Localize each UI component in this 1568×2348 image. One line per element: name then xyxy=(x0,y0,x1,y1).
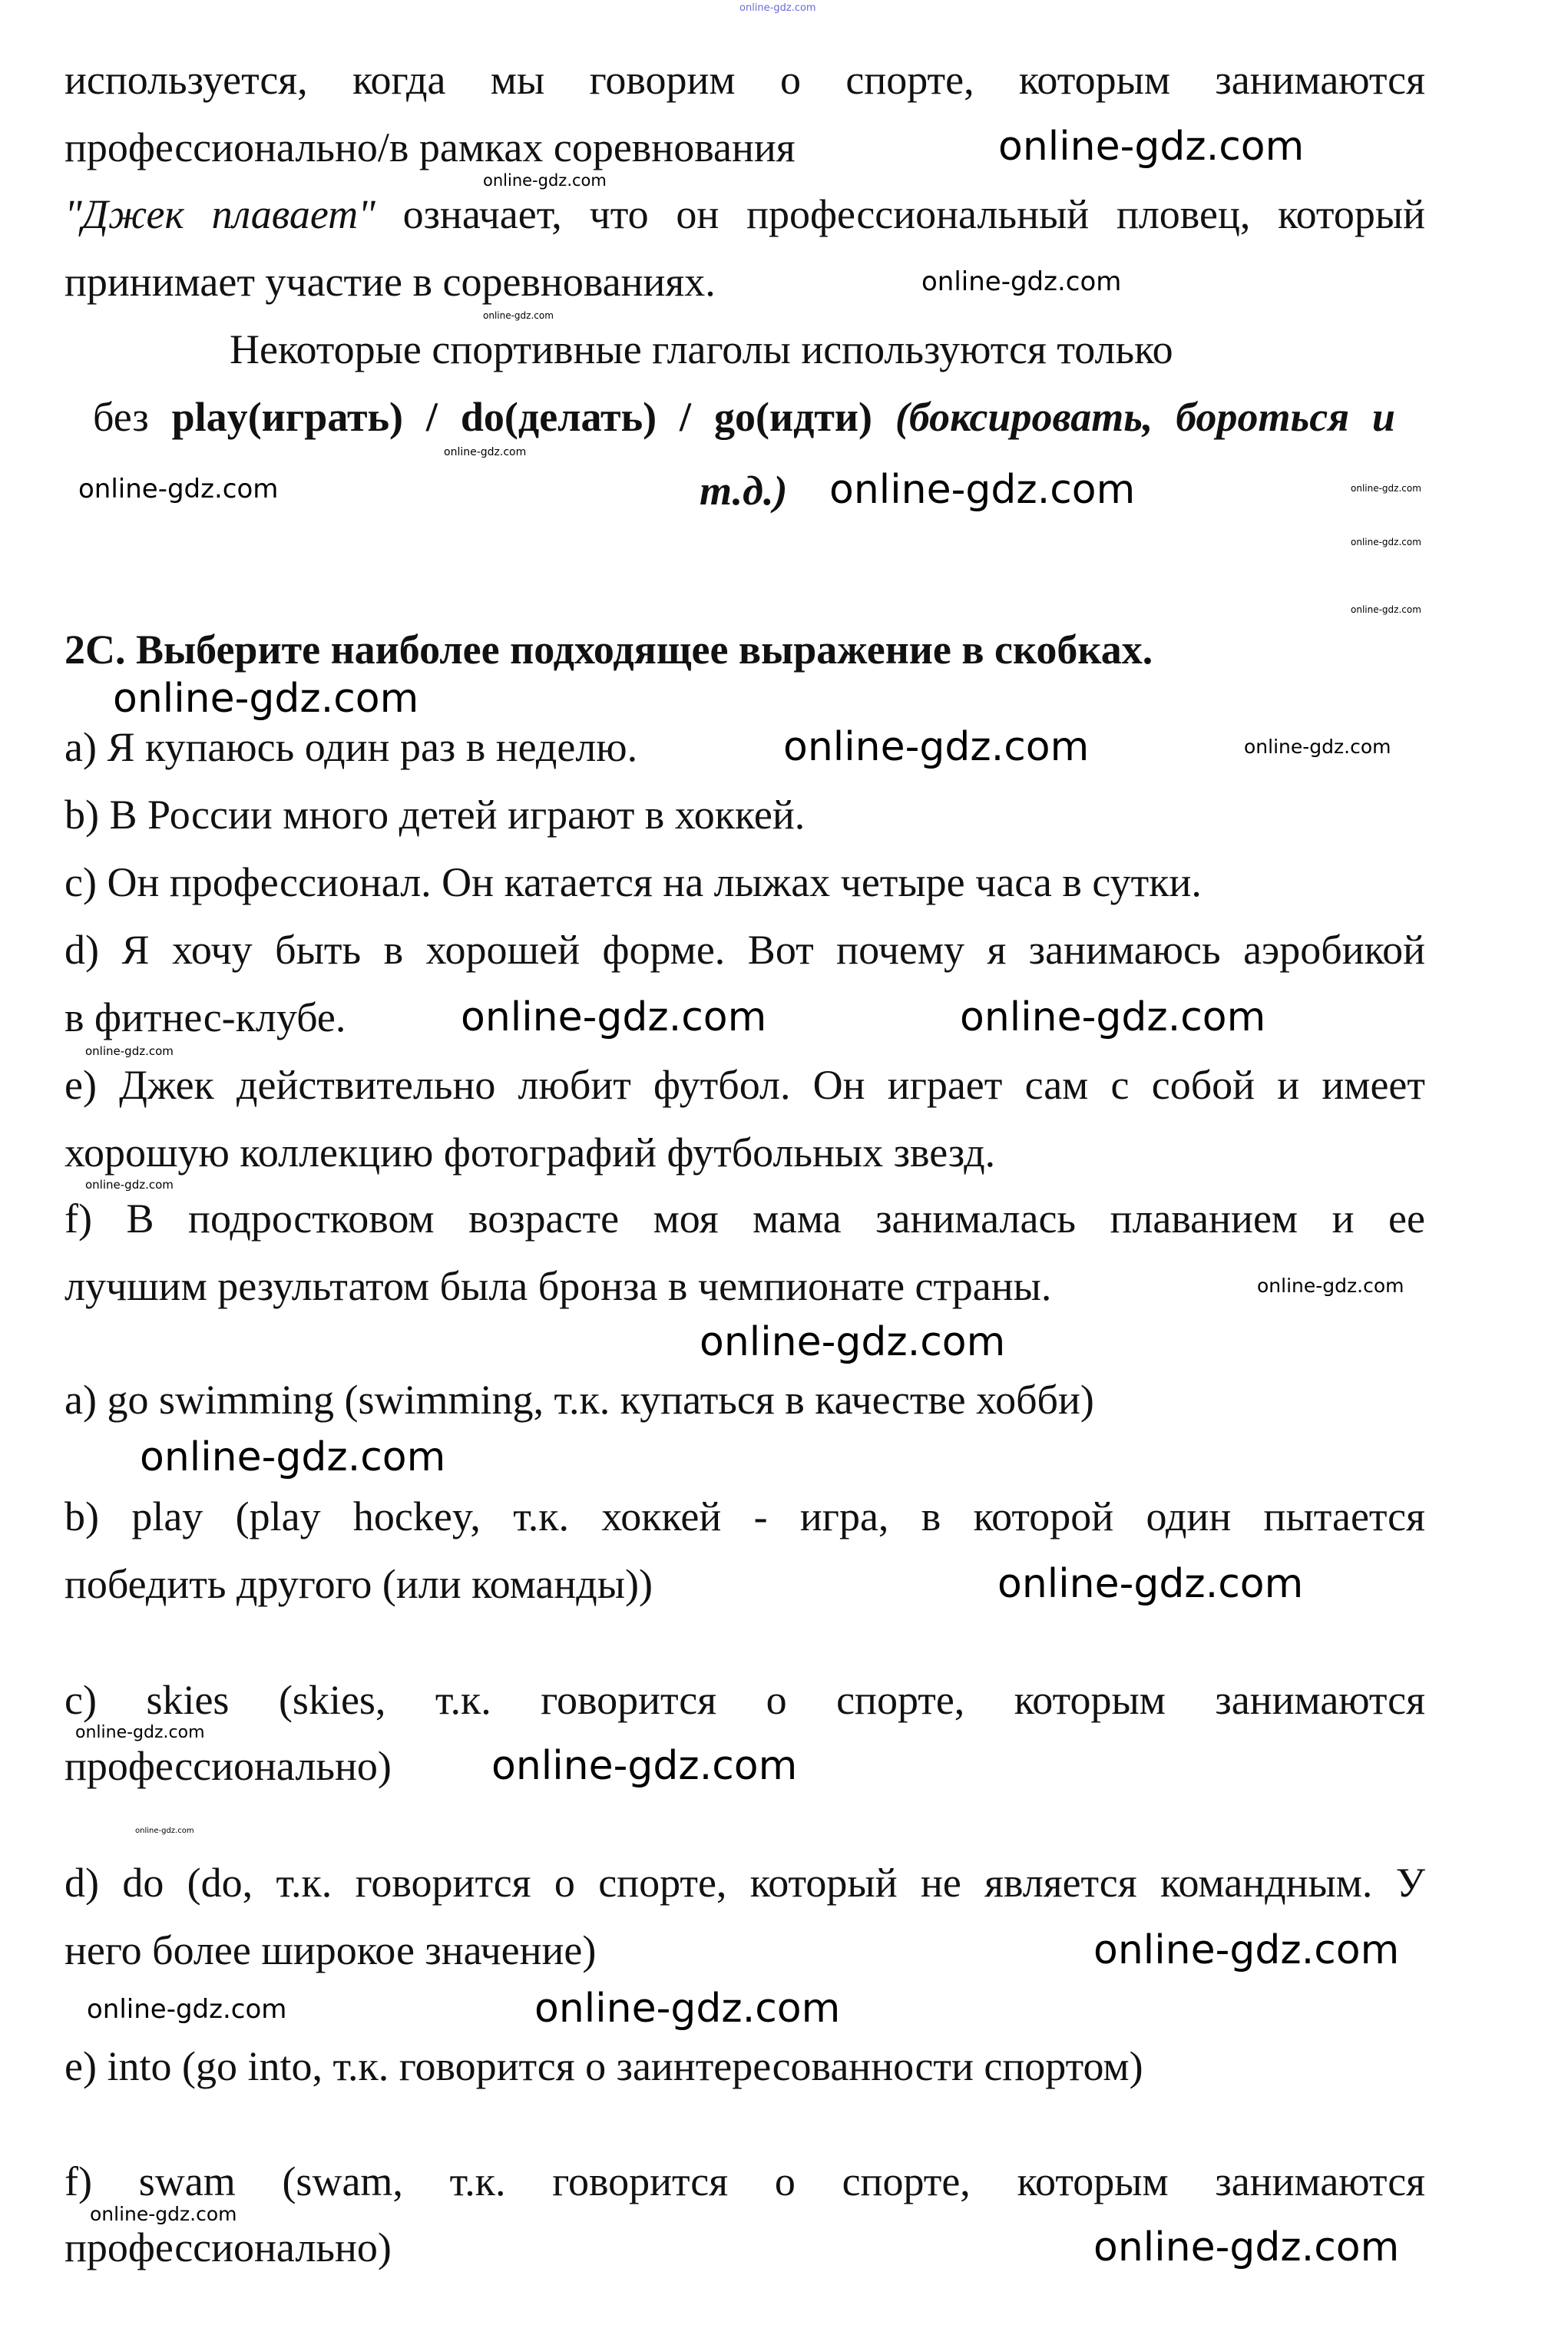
intro-line-1: используется, когда мы говорим о спорте, которым занимаются xyxy=(65,57,1425,103)
watermark: online-gdz.com xyxy=(829,467,1136,513)
sentence-d: d) Я хочу быть в хорошей форме. Вот почему я занимаюсь аэробикой xyxy=(65,927,1425,973)
watermark: online-gdz.com xyxy=(90,2203,237,2225)
text: (играть) / xyxy=(247,394,461,440)
watermark: online-gdz.com xyxy=(140,1434,446,1480)
answer-e: e) into (go into, т.к. говорится о заинтересованности спортом) xyxy=(65,2043,1143,2089)
watermark: online-gdz.com xyxy=(1244,736,1391,758)
watermark: online-gdz.com xyxy=(1093,1927,1400,1973)
answer-a: a) go swimming (swimming, т.к. купаться в качестве хобби) xyxy=(65,1377,1094,1423)
sentence-b: b) В России много детей играют в хоккей. xyxy=(65,792,806,838)
sentence-a: a) Я купаюсь один раз в неделю. xyxy=(65,724,638,770)
intro-line-6 xyxy=(93,394,1395,440)
verb-go: go xyxy=(713,394,756,440)
intro-line-2: профессионально/в рамках соревнования xyxy=(65,124,796,170)
sentence-f-cont: лучшим результатом была бронза в чемпионате страны. xyxy=(65,1263,1052,1309)
intro-line-5: Некоторые спортивные глаголы используются только xyxy=(230,326,1173,372)
watermark: online-gdz.com xyxy=(461,994,767,1040)
sentence-f: f) В подростковом возрасте моя мама занималась плаванием и ее xyxy=(65,1195,1425,1242)
answer-d: d) do (do, т.к. говорится о спорте, который не является командным. У xyxy=(65,1860,1425,1906)
answer-f-cont: профессионально) xyxy=(65,2224,392,2270)
watermark: online-gdz.com xyxy=(113,676,419,722)
answer-d-cont: него более широкое значение) xyxy=(65,1927,597,1973)
watermark: online-gdz.com xyxy=(998,124,1305,170)
watermark: online-gdz.com xyxy=(1351,537,1421,547)
watermark: online-gdz.com xyxy=(960,994,1266,1040)
verb-do: do xyxy=(460,394,504,440)
sentence-e-cont: хорошую коллекцию фотографий футбольных звезд. xyxy=(65,1129,996,1176)
watermark: online-gdz.com xyxy=(87,1994,287,2025)
answer-b: b) play (play hockey, т.к. хоккей - игра, в которой один пытается xyxy=(65,1493,1425,1539)
verb-play: play xyxy=(171,394,248,440)
answer-b-cont: победить другого (или команды)) xyxy=(65,1561,653,1607)
watermark: online-gdz.com xyxy=(1351,604,1421,615)
watermark: online-gdz.com xyxy=(1093,2224,1400,2270)
watermark: online-gdz.com xyxy=(85,1044,174,1058)
intro-line-7: т.д.) xyxy=(700,468,788,514)
watermark: online-gdz.com xyxy=(783,724,1090,770)
watermark: online-gdz.com xyxy=(534,1986,841,2032)
watermark: online-gdz.com xyxy=(483,310,554,321)
sentence-e: e) Джек действительно любит футбол. Он играет сам с собой и имеет xyxy=(65,1062,1425,1108)
text: (идти) xyxy=(755,394,895,440)
watermark: online-gdz.com xyxy=(75,1723,205,1742)
task-title: 2C. Выберите наиболее подходящее выражение в скобках. xyxy=(65,627,1153,673)
intro-line-4: принимает участие в соревнованиях. xyxy=(65,259,716,305)
answer-c-cont: профессионально) xyxy=(65,1743,392,1789)
watermark: online-gdz.com xyxy=(700,1319,1006,1365)
text: (делать) / xyxy=(504,394,714,440)
watermark: online-gdz.com xyxy=(1351,483,1421,494)
intro-line-3 xyxy=(65,191,1425,237)
watermark: online-gdz.com xyxy=(85,1178,174,1192)
text: означает, что он профессиональный пловец, который xyxy=(375,191,1425,237)
answer-c: c) skies (skies, т.к. говорится о спорте, которым занимаются xyxy=(65,1677,1425,1723)
watermark: online-gdz.com xyxy=(921,266,1122,297)
answer-f: f) swam (swam, т.к. говорится о спорте, которым занимаются xyxy=(65,2158,1425,2204)
examples: (боксировать, бороться и xyxy=(895,394,1395,440)
watermark: online-gdz.com xyxy=(491,1743,798,1789)
watermark: online-gdz.com xyxy=(78,474,279,504)
watermark: online-gdz.com xyxy=(483,171,607,190)
watermark: online-gdz.com xyxy=(444,446,527,458)
watermark: online-gdz.com xyxy=(997,1561,1304,1607)
italic-example: "Джек плавает" xyxy=(65,191,375,237)
watermark: online-gdz.com xyxy=(135,1827,194,1835)
text: без xyxy=(93,394,172,440)
top-watermark: online-gdz.com xyxy=(739,2,816,14)
sentence-c: c) Он профессионал. Он катается на лыжах четыре часа в сутки. xyxy=(65,859,1202,905)
watermark: online-gdz.com xyxy=(1257,1275,1404,1297)
sentence-d-cont: в фитнес-клубе. xyxy=(65,994,346,1040)
